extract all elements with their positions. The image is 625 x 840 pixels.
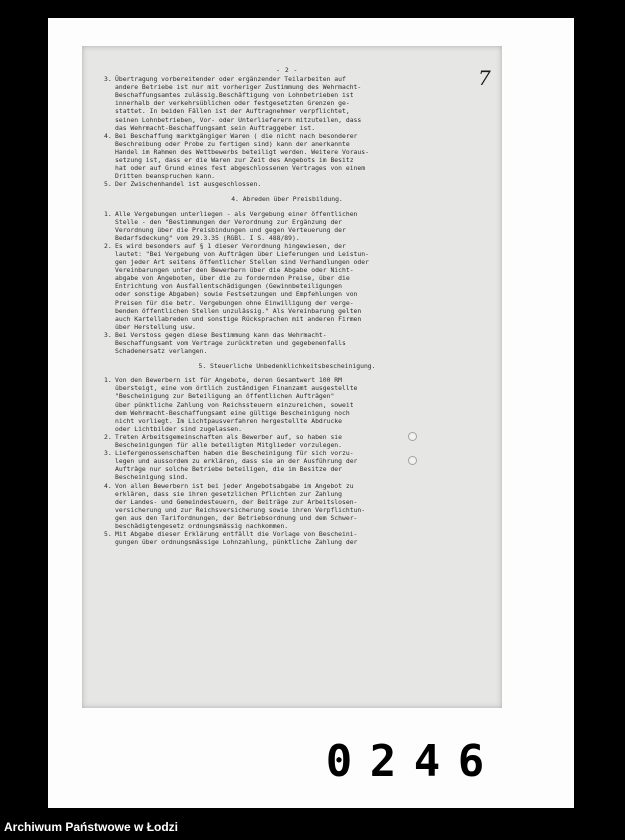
text-line: andere Betriebe ist nur mit vorheriger Zustimmung des Wehrmacht- [115, 83, 362, 92]
archive-name: Archiwum Państwowe w Łodzi [4, 820, 179, 834]
text-line: das Wehrmacht-Beschaffungsamt sein Auftraggeber ist. [115, 123, 316, 132]
page-number: - 2 - [276, 66, 298, 74]
text-line: Bei Beschaffung marktgängiger Waren ( die nicht nach besonderer [115, 131, 358, 140]
list-item [104, 433, 470, 449]
text-line: Bei Verstoss gegen diese Bestimmung kann das Wehrmacht- [115, 330, 327, 339]
list-item [104, 132, 470, 181]
item-number: 5. [104, 530, 112, 539]
text-line: Stelle - den "Bestimmungen der Verordnung zur Ergänzung der [115, 217, 343, 226]
document-text [104, 66, 470, 546]
item-number: 3. [104, 330, 112, 339]
frame-number-stamp [322, 736, 488, 787]
text-line: nicht vorliegt. Im Lichtpausverfahren hergestellte Abdrucke [115, 416, 343, 425]
text-line: benden öffentlichen Stellen unzulässig." Als Vereinbarung gelten [115, 306, 362, 315]
text-line: Schadenersatz verlangen. [115, 347, 208, 356]
stamp-digit: 2 [369, 736, 397, 787]
item-number: 1. [104, 209, 112, 218]
text-line: stattet. In beiden Fällen ist der Auftragnehmer verpflichtet, [115, 107, 350, 116]
text-line: beschädigtengesetz ordnungsmässig nachkommen. [115, 521, 289, 530]
archive-footer [0, 812, 625, 840]
text-line: gen jeder Art seitens öffentlicher Stellen sind Verhandlungen oder [115, 258, 369, 267]
item-number: 4. [104, 131, 112, 140]
section-heading: 4. Abreden über Preisbildung. [231, 195, 343, 204]
list-item [104, 242, 470, 331]
item-number: 2. [104, 241, 112, 250]
text-line: Handel im Rahmen des Wettbewerbs beteiligt werden. Weitere Voraus- [115, 147, 369, 156]
text-line: Bedarfsdeckung" vom 29.3.35 (RGBl. I S. 488/89). [115, 233, 300, 242]
document-blocks [104, 75, 470, 546]
stamp-digit: 4 [413, 736, 441, 787]
text-line: "Bescheinigung zur Beteiligung an öffentlichen Aufträgen" [115, 392, 335, 401]
list-item [104, 75, 470, 132]
text-line: gen aus den Tarifordnungen, der Betriebsordnung und dem Schwer- [115, 513, 358, 522]
text-line: abgabe von Angeboten, über die zu fordernden Preise, über die [115, 274, 350, 283]
text-line: der Landes- und Gemeindesteuern, der Beiträge zur Arbeitslosen- [115, 497, 358, 506]
stamp-digit: 0 [325, 736, 353, 787]
text-line: innerhalb der verkehrsüblichen oder festgesetzten Grenzen ge- [115, 99, 350, 108]
item-number: 5. [104, 180, 112, 189]
text-line: Alle Vergebungen unterliegen - als Vergebung einer öffentlichen [115, 209, 358, 218]
text-line: über Herstellung usw. [115, 322, 196, 331]
text-line: Entrichtung von Ausfallentschädigungen (Gewinnbeteiligungen [115, 282, 343, 291]
text-line: Von den Bewerbern ist für Angebote, deren Gesamtwert 100 RM [115, 376, 343, 385]
item-number: 4. [104, 481, 112, 490]
item-number: 2. [104, 432, 112, 441]
text-line: Treten Arbeitsgemeinschaften als Bewerber auf, so haben sie [115, 432, 343, 441]
text-line: Dritten beanspruchen kann. [115, 172, 216, 181]
section-heading: 5. Steuerliche Unbedenklichkeitsbescheinigung. [198, 362, 376, 371]
text-line: oder sonstige Abgaben) sowie Festsetzungen und Empfehlungen von [115, 290, 358, 299]
list-item [104, 482, 470, 531]
text-line: auch Kartellabreden und sonstige Rücksprachen mit anderen Firmen [115, 314, 362, 323]
text-line: Vereinbarungen unter den Bewerbern über die Abgabe oder Nicht- [115, 266, 354, 275]
item-number: 3. [104, 75, 112, 84]
text-line: Bescheinigungen für alle beteiligten Mitglieder vorzulegen. [115, 441, 343, 450]
text-line: versicherung und zur Reichsversicherung sowie ihren Verpflichtun- [115, 505, 366, 514]
text-line: Es wird besonders auf § 1 dieser Verordnung hingewiesen, der [115, 241, 346, 250]
text-line: lautet: "Bei Vergebung von Aufträgen über Lieferungen und Leistun- [115, 249, 369, 258]
text-line: erklären, dass sie ihren gesetzlichen Pflichten zur Zahlung [115, 489, 343, 498]
text-line: seinen Lohnbetrieben, Vor- oder Unterlieferern mitzuteilen, dass [115, 115, 362, 124]
text-line: übersteigt, eine vom örtlich zuständigen Finanzamt ausgestellte [115, 384, 358, 393]
text-line: Beschreibung oder Probe zu fertigen sind) kann der anerkannte [115, 139, 350, 148]
text-line: Mit Abgabe dieser Erklärung entfällt die Vorlage von Bescheini- [115, 530, 358, 539]
item-number: 3. [104, 449, 112, 458]
text-line: Verordnung über die Preisbindungen und gegen Verteuerung der [115, 225, 346, 234]
list-item [104, 376, 470, 433]
text-line: Der Zwischenhandel ist ausgeschlossen. [115, 180, 262, 189]
text-line: gungen über ordnungsmässige Lohnzahlung, pünktliche Zahlung der [115, 538, 358, 547]
text-line: oder Lichtbilder sind zugelassen. [115, 424, 242, 433]
text-line: Übertragung vorbereitender oder ergänzender Teilarbeiten auf [115, 75, 346, 84]
text-line: setzung ist, dass er die Waren zur Zeit des Angebots im Besitz [115, 156, 354, 165]
list-item [104, 180, 470, 188]
list-item [104, 449, 470, 481]
text-line: Preisen für die betr. Vergebungen ohne Einwilligung der verge- [115, 298, 354, 307]
text-line: hat oder auf Grund eines fest abgeschlossenen Vertrages von einem [115, 164, 366, 173]
text-line: Beschaffungsamtes zulässig.Beschäftigung von Lohnbetrieben ist [115, 91, 354, 100]
text-line: Bescheinigung sind. [115, 473, 189, 482]
text-line: Von allen Bewerbern ist bei jeder Angebotsabgabe im Angebot zu [115, 481, 354, 490]
text-line: Liefergenossenschaften haben die Bescheinigung für sich vorzu- [115, 449, 354, 458]
stamp-digit: 6 [457, 736, 485, 787]
text-line: Aufträge nur solche Betriebe beteiligen, die im Besitze der [115, 465, 343, 474]
text-line: Beschaffungsamt vom Vertrage zurücktreten und gegebenenfalls [115, 339, 346, 347]
list-item [104, 530, 470, 546]
list-item [104, 210, 470, 242]
text-line: über pünktliche Zahlung von Reichssteuern einzureichen, soweit [115, 400, 354, 409]
handwritten-page-number: 7 [478, 66, 491, 90]
text-line: dem Wehrmacht-Beschaffungsamt eine gültige Bescheinigung noch [115, 408, 350, 417]
list-item [104, 331, 470, 355]
text-line: legen und aussordem zu erklären, dass sie an der Ausführung der [115, 457, 358, 466]
item-number: 1. [104, 376, 112, 385]
